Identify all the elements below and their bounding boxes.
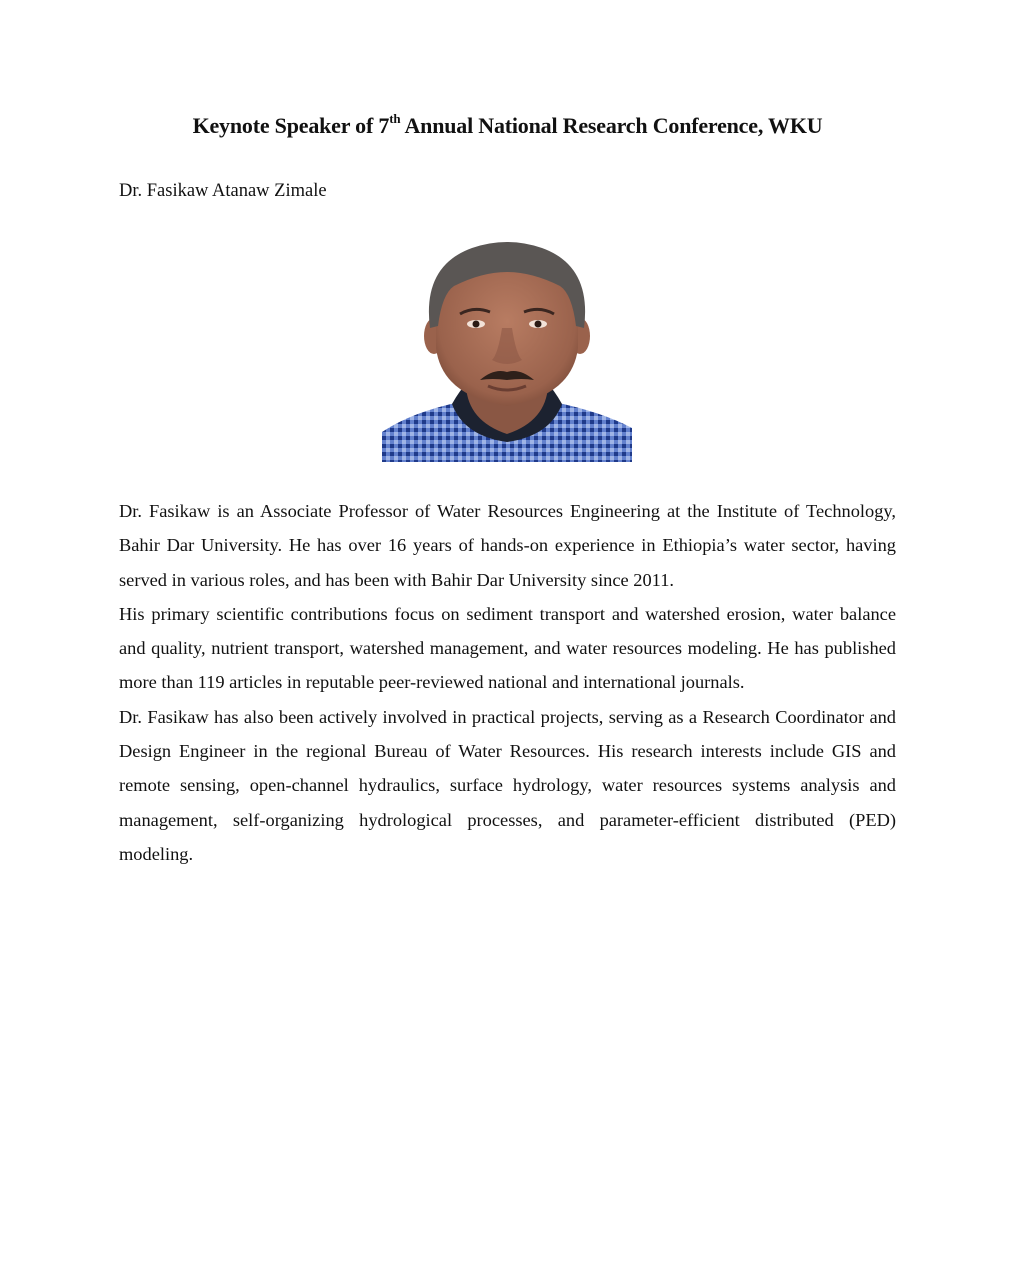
bio-paragraph: Dr. Fasikaw is an Associate Professor of Water Resources Engineering at the Institute of Technology, Bahir Dar University. He has over 16 years of hands-on experience in Ethiopia’s water sector, having served in various roles, and has been with Bahir Dar University since 2011. [119, 501, 896, 590]
title-prefix: Keynote Speaker of 7 [192, 113, 390, 138]
bio-paragraph: His primary scientific contributions focus on sediment transport and watershed erosion, water balance and quality, nutrient transport, watershed management, and water resources modeling. He has published more than 119 articles in reputable peer-reviewed national and international journals. [119, 603, 896, 693]
title-superscript: th [389, 111, 401, 126]
speaker-portrait-photo [382, 236, 632, 462]
title-suffix: Annual National Research Conference, WKU [400, 113, 823, 138]
speaker-biography [119, 494, 896, 871]
bio-paragraph: Dr. Fasikaw has also been actively involved in practical projects, serving as a Research Coordinator and Design Engineer in the regional Bureau of Water Resources. His research interests include GIS and remote sensing, open-channel hydraulics, surface hydrology, water resources systems analysis and management, self-organizing hydrological processes, and parameter-efficient distributed (PED) modeling. [119, 706, 896, 864]
portrait-icon [382, 236, 632, 462]
page-title [0, 113, 1015, 139]
speaker-name: Dr. Fasikaw Atanaw Zimale [119, 181, 327, 201]
